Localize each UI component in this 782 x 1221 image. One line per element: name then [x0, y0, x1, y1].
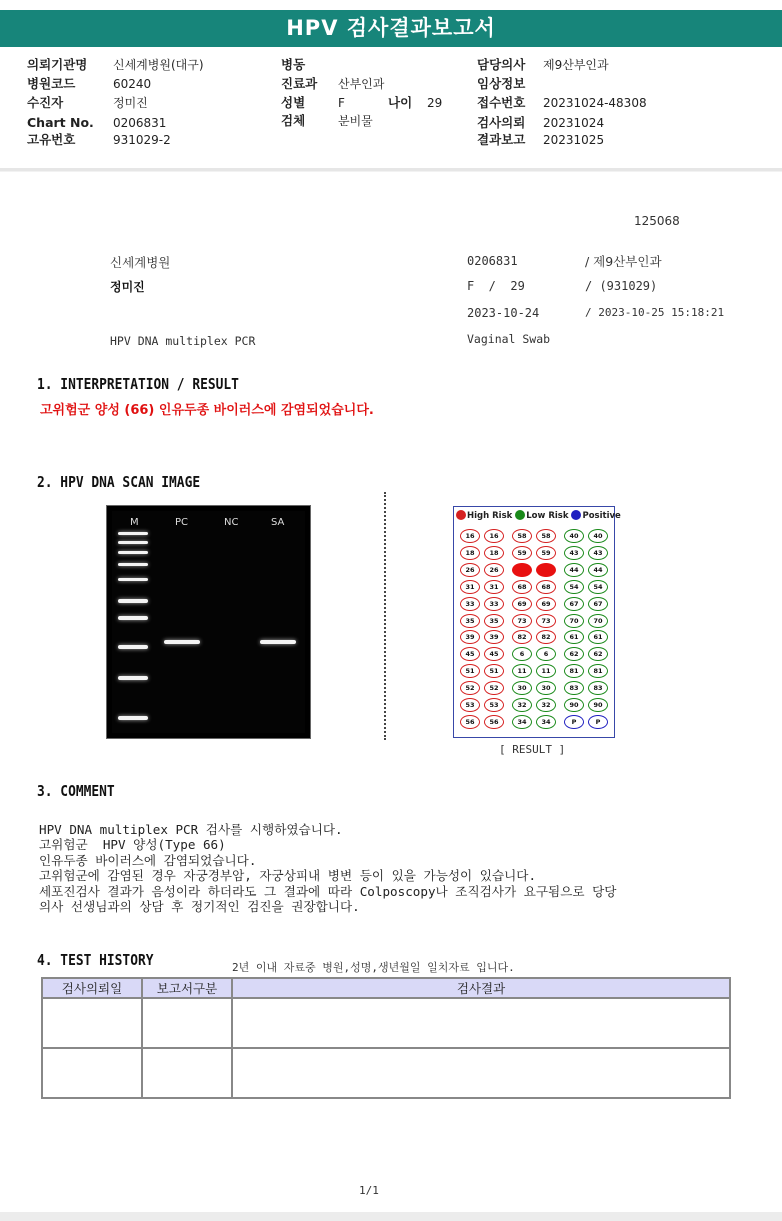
report-date-label: 결과보고	[477, 132, 526, 147]
gel-lane-pc: PC	[175, 517, 189, 528]
comment-text: HPV DNA multiplex PCR 검사를 시행하였습니다. 고위험군 HPV 양성(Type 66) 인유두종 바이러스에 감염되었습니다. 고위험군에 감염된 경우 자궁경부암, 자궁상피내 병변 등이 있을 가능성이 있습니다. 세포진검사 결과가 음성이라 하더라도 그 결과에 따라 Colposcopy나 조직검사가 요구됨으로 당당 의사 선생님과의 상담 후 정기적인 검진을 권장합니다.	[39, 822, 617, 915]
hpv-type-pill: 83	[588, 681, 608, 695]
marker-band	[118, 716, 148, 720]
specimen-label: 검체	[281, 113, 306, 128]
hpv-type-pill: 34	[536, 715, 556, 729]
low-risk-dot-icon	[515, 510, 525, 520]
positive-dot-icon	[571, 510, 581, 520]
hpv-type-pill: 30	[512, 681, 532, 695]
receipt-no-value: 20231024-48308	[543, 96, 647, 110]
page-footer-bar	[0, 1212, 782, 1221]
section-scan-image-heading: 2. HPV DNA SCAN IMAGE	[37, 473, 201, 491]
sa-band	[260, 640, 296, 644]
scan-divider	[384, 492, 386, 740]
hpv-type-pill: 33	[484, 597, 504, 611]
request-date-label: 검사의뢰	[477, 115, 526, 130]
hpv-type-pill: 35	[460, 614, 480, 628]
unique-no-label: 고유번호	[27, 132, 76, 147]
hpv-type-pill: 54	[564, 580, 584, 594]
high-risk-dot-icon	[456, 510, 466, 520]
hpv-type-pill: 39	[460, 630, 480, 644]
hpv-type-pill: 34	[512, 715, 532, 729]
hpv-type-pill: 61	[564, 630, 584, 644]
hpv-type-pill: 59	[512, 546, 532, 560]
hpv-type-pill: 52	[460, 681, 480, 695]
hospital-code-value: 60240	[113, 77, 152, 91]
hpv-type-pill: 39	[484, 630, 504, 644]
marker-band	[118, 676, 148, 680]
hpv-type-pill: 40	[564, 529, 584, 543]
hpv-type-pill: 16	[460, 529, 480, 543]
table-header-row	[42, 978, 730, 998]
hpv-type-pill: 68	[512, 580, 532, 594]
table-cell	[142, 1048, 232, 1098]
hpv-type-pill: 53	[484, 698, 504, 712]
hpv-type-pill: 58	[512, 529, 532, 543]
hpv-type-pill: 31	[484, 580, 504, 594]
hpv-type-pill: 73	[536, 614, 556, 628]
hpv-type-pill: 51	[484, 664, 504, 678]
hpv-type-pill: 33	[460, 597, 480, 611]
hpv-type-pill: 62	[588, 647, 608, 661]
chip-result-caption: [ RESULT ]	[499, 743, 566, 756]
sex-value: F	[338, 96, 345, 110]
hpv-type-pill: 53	[460, 698, 480, 712]
hpv-type-pill: 67	[588, 597, 608, 611]
report-date: 2023-10-24	[467, 306, 540, 320]
receipt-no-label: 접수번호	[477, 95, 526, 110]
hpv-type-pill: 70	[564, 614, 584, 628]
hpv-chip-result	[453, 506, 621, 738]
hpv-type-pill: 26	[460, 563, 480, 577]
report-date-value: 20231025	[543, 133, 605, 147]
hpv-type-pill: 69	[536, 597, 556, 611]
chip-legend	[456, 510, 621, 521]
gel-electrophoresis-image	[107, 506, 310, 738]
institution-label: 의뢰기관명	[27, 57, 88, 72]
table-cell	[142, 998, 232, 1048]
section-history-heading: 4. TEST HISTORY	[37, 951, 154, 969]
hpv-type-pill: 32	[536, 698, 556, 712]
sex-label: 성별	[281, 95, 306, 110]
hpv-type-pill: 70	[588, 614, 608, 628]
hpv-type-pill: 45	[460, 647, 480, 661]
table-row	[42, 1048, 730, 1098]
dept-value: 산부인과	[338, 77, 385, 91]
report-dept: / 제9산부인과	[585, 254, 662, 269]
hpv-type-pill: 44	[564, 563, 584, 577]
gel-lane-m: M	[130, 517, 139, 528]
hpv-type-pill: 44	[588, 563, 608, 577]
hpv-type-pill: 52	[484, 681, 504, 695]
doctor-label: 담당의사	[477, 57, 526, 72]
hpv-type-pill: 66	[512, 563, 532, 577]
marker-band	[118, 551, 148, 554]
section-comment-heading: 3. COMMENT	[37, 782, 115, 800]
hpv-type-pill: P	[564, 715, 584, 729]
age-label: 나이	[388, 95, 413, 110]
hpv-type-pill: 35	[484, 614, 504, 628]
doctor-value: 제9산부인과	[543, 58, 609, 72]
hpv-type-pill: 32	[512, 698, 532, 712]
hpv-type-pill: 73	[512, 614, 532, 628]
hpv-type-pill: 82	[512, 630, 532, 644]
hpv-type-pill: 81	[588, 664, 608, 678]
report-title: HPV 검사결과보고서	[286, 16, 496, 40]
section-interpretation-heading: 1. INTERPRETATION / RESULT	[37, 375, 239, 393]
hpv-type-pill: 45	[484, 647, 504, 661]
request-date-value: 20231024	[543, 116, 605, 130]
hpv-type-pill: 30	[536, 681, 556, 695]
legend-low-risk: Low Risk	[526, 511, 569, 521]
patient-value: 정미진	[113, 96, 148, 110]
report-id: 125068	[634, 214, 680, 228]
history-note: 2년 이내 자료중 병원,성명,생년월일 일치자료 입니다.	[232, 961, 515, 974]
page-number: 1/1	[359, 1184, 379, 1197]
hpv-type-pill: 6	[536, 647, 556, 661]
dept-label: 진료과	[281, 76, 318, 91]
specimen-value: 분비물	[338, 114, 373, 128]
interpretation-result: 고위험군 양성 (66) 인유두종 바이러스에 감염되었습니다.	[40, 403, 374, 418]
hpv-type-pill: 62	[564, 647, 584, 661]
legend-high-risk: High Risk	[467, 511, 513, 521]
hpv-type-pill: 59	[536, 546, 556, 560]
hpv-type-pill: 51	[460, 664, 480, 678]
marker-band	[118, 578, 148, 581]
table-cell	[232, 998, 730, 1048]
table-cell	[232, 1048, 730, 1098]
hpv-type-pill: 26	[484, 563, 504, 577]
hpv-type-pill: 68	[536, 580, 556, 594]
report-patient: 정미진	[110, 280, 145, 294]
col-result: 검사결과	[232, 978, 730, 998]
table-row	[42, 998, 730, 1048]
hpv-type-pill: 90	[588, 698, 608, 712]
hpv-type-pill: 58	[536, 529, 556, 543]
marker-band	[118, 563, 148, 566]
hpv-type-pill: 11	[512, 664, 532, 678]
header-divider-shadow	[0, 171, 782, 172]
report-header-bar	[0, 10, 782, 47]
marker-band	[118, 532, 148, 535]
col-request-date: 검사의뢰일	[42, 978, 142, 998]
legend-positive: Positive	[582, 511, 621, 521]
gel-lane-sa: SA	[271, 517, 285, 528]
table-cell	[42, 1048, 142, 1098]
chart-no-value: 0206831	[113, 116, 167, 130]
marker-band	[118, 541, 148, 544]
gel-background	[112, 511, 305, 733]
hpv-type-pill: 81	[564, 664, 584, 678]
report-test-name: HPV DNA multiplex PCR	[110, 334, 256, 348]
unique-no-value: 931029-2	[113, 133, 171, 147]
hpv-type-pill: 18	[484, 546, 504, 560]
hpv-type-pill: 83	[564, 681, 584, 695]
hpv-type-pill: 18	[460, 546, 480, 560]
marker-band	[118, 616, 148, 620]
clinical-info-label: 임상정보	[477, 76, 526, 91]
report-birth: / (931029)	[585, 279, 658, 293]
hpv-type-pill: 43	[564, 546, 584, 560]
hpv-type-pill: 54	[588, 580, 608, 594]
hpv-type-pill: 61	[588, 630, 608, 644]
hospital-code-label: 병원코드	[27, 76, 76, 91]
marker-band	[118, 645, 148, 649]
age-value: 29	[427, 96, 443, 110]
hpv-type-pill: 67	[564, 597, 584, 611]
pc-band	[164, 640, 200, 644]
hpv-type-pill: 69	[512, 597, 532, 611]
hpv-type-pill: 43	[588, 546, 608, 560]
report-chart-no: 0206831	[467, 254, 518, 268]
ward-label: 병동	[281, 57, 306, 72]
patient-label: 수진자	[27, 95, 64, 110]
hpv-type-pill: 16	[484, 529, 504, 543]
institution-value: 신세계병원(대구)	[113, 58, 204, 72]
hpv-type-pill: 56	[460, 715, 480, 729]
hpv-type-pill: 82	[536, 630, 556, 644]
report-sex-age: F / 29	[467, 279, 525, 293]
hpv-type-pill: 90	[564, 698, 584, 712]
report-datetime: / 2023-10-25 15:18:21	[585, 306, 725, 319]
test-history-table	[41, 977, 731, 1099]
report-hospital: 신세계병원	[110, 255, 171, 270]
col-report-type: 보고서구분	[142, 978, 232, 998]
hpv-type-pill: 40	[588, 529, 608, 543]
hpv-type-pill: 11	[536, 664, 556, 678]
chart-no-label: Chart No.	[27, 115, 94, 130]
hpv-type-pill: P	[588, 715, 608, 729]
hpv-type-pill: 6	[512, 647, 532, 661]
gel-lane-nc: NC	[224, 517, 239, 528]
hpv-type-pill: 31	[460, 580, 480, 594]
report-sample: Vaginal Swab	[467, 332, 551, 346]
hpv-type-pill: 66	[536, 563, 556, 577]
marker-band	[118, 599, 148, 603]
table-cell	[42, 998, 142, 1048]
hpv-type-pill: 56	[484, 715, 504, 729]
